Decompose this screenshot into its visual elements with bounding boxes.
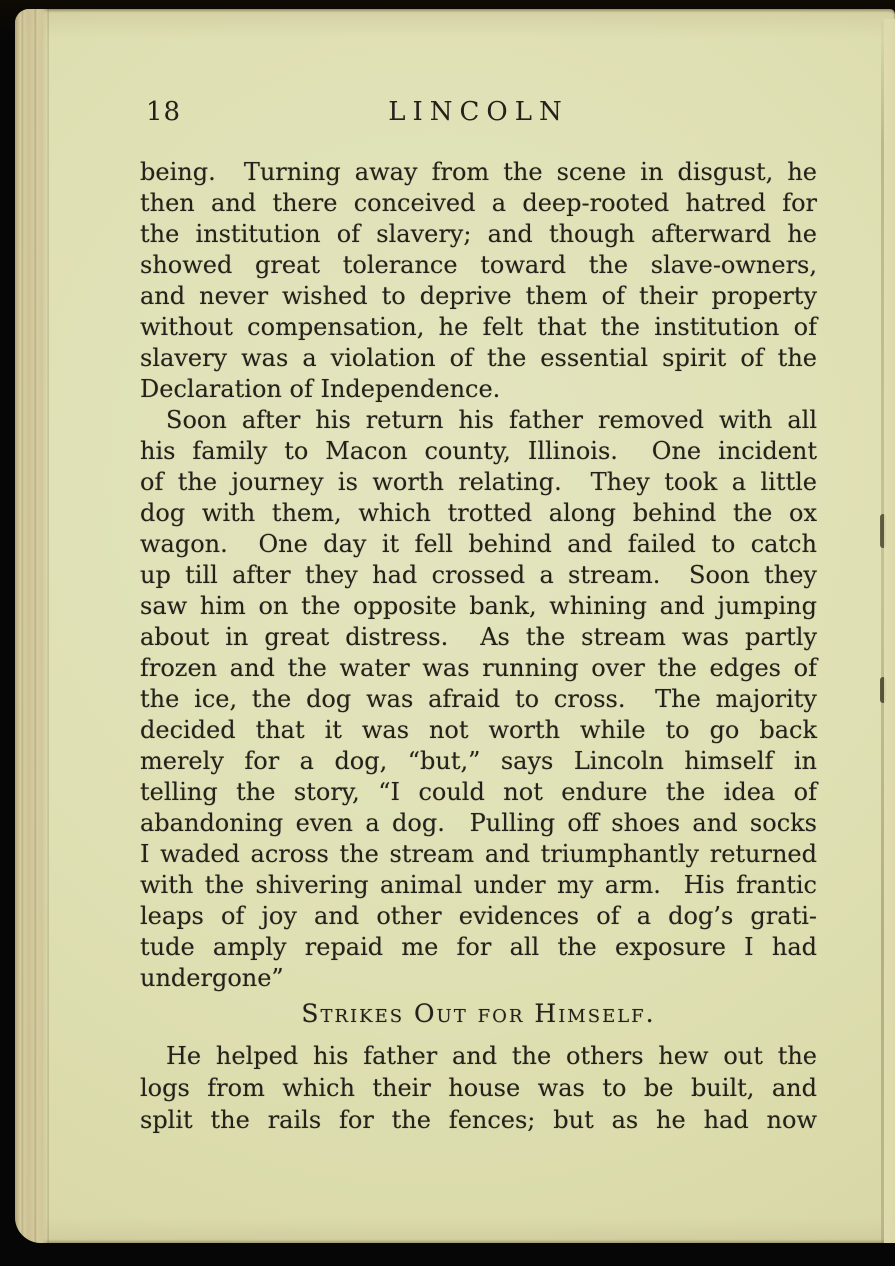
body-line: being. Turning away from the scene in disgust, he xyxy=(140,158,817,186)
book-page xyxy=(15,9,895,1243)
body-line: telling the story, “I could not endure the idea of xyxy=(140,778,817,806)
body-line: his family to Macon county, Illinois. One incident xyxy=(140,437,817,465)
body-line: He helped his father and the others hew out the xyxy=(166,1042,817,1070)
paragraph-dog-story xyxy=(140,405,817,994)
paragraph-strikes-out xyxy=(140,1040,817,1136)
body-line: Soon after his return his father removed with all xyxy=(166,406,817,434)
body-line: wagon. One day it fell behind and failed to catch xyxy=(140,530,817,558)
page-content xyxy=(140,97,817,1136)
body-line: frozen and the water was running over the edges of xyxy=(140,654,817,682)
body-line: decided that it was not worth while to go back xyxy=(140,716,817,744)
body-line: undergone” xyxy=(140,964,284,992)
body-line: split the rails for the fences; but as he had now xyxy=(140,1106,817,1134)
body-line: tude amply repaid me for all the exposure I had xyxy=(140,933,817,961)
body-line: about in great distress. As the stream was partly xyxy=(140,623,817,651)
body-line: without compensation, he felt that the institution of xyxy=(140,313,817,341)
body-line: of the journey is worth relating. They took a little xyxy=(140,468,817,496)
paragraph-continued xyxy=(140,157,817,405)
body-text xyxy=(140,157,817,1136)
body-line: merely for a dog, “but,” says Lincoln himself in xyxy=(140,747,817,775)
body-line: abandoning even a dog. Pulling off shoes and socks xyxy=(140,809,817,837)
body-line: up till after they had crossed a stream. Soon they xyxy=(140,561,817,589)
page-edge-stack xyxy=(15,9,49,1243)
page-number: 18 xyxy=(146,97,182,127)
body-line: dog with them, which trotted along behind the ox xyxy=(140,499,817,527)
section-heading: Strikes Out for Himself. xyxy=(301,999,656,1028)
body-line: logs from which their house was to be built, and xyxy=(140,1074,817,1102)
body-line: slavery was a violation of the essential spirit of the xyxy=(140,344,817,372)
body-line: the institution of slavery; and though afterward he xyxy=(140,220,817,248)
body-line: I waded across the stream and triumphantly returned xyxy=(140,840,817,868)
body-line: leaps of joy and other evidences of a dog’s grati- xyxy=(140,902,817,930)
fore-edge-strip xyxy=(884,19,895,1243)
body-line: and never wished to deprive them of their property xyxy=(140,282,817,310)
running-head xyxy=(140,97,817,129)
body-line: saw him on the opposite bank, whining and jumping xyxy=(140,592,817,620)
running-head-title: LINCOLN xyxy=(388,97,569,127)
body-line: then and there conceived a deep-rooted hatred for xyxy=(140,189,817,217)
body-line: with the shivering animal under my arm. His frantic xyxy=(140,871,817,899)
body-line: showed great tolerance toward the slave-owners, xyxy=(140,251,817,279)
body-line: the ice, the dog was afraid to cross. The majority xyxy=(140,685,817,713)
body-line: Declaration of Independence. xyxy=(140,375,501,403)
